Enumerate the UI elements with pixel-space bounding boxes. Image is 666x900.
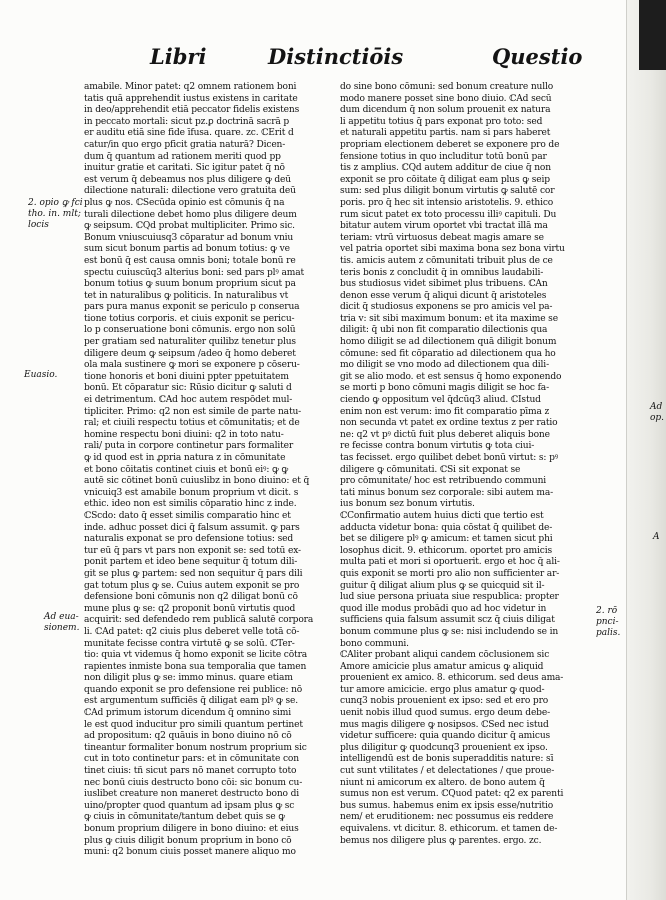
adjacent-page-edge bbox=[626, 0, 666, 900]
right-column-line: tis z amplius. ℂQd autem additur de ciue q̄ non bbox=[340, 163, 551, 174]
right-column-line: guitur q̄ diligat alium plus ꝙ se quicquid sit il- bbox=[340, 580, 545, 591]
left-column-line: dum q̄ quantum ad rationem meriti quod pp bbox=[84, 151, 281, 162]
left-column-line: ola mala sustinere ꝙ mori se exponere p cōseru- bbox=[84, 360, 300, 371]
left-column-line: per gratiam sed naturaliter quilibz tenetur plus bbox=[84, 337, 296, 348]
right-column-line: sufficiens quia falsum assumit scz q̄ ciuis diligat bbox=[340, 615, 555, 626]
left-column-line: ethic. ideo non est similis cōparatio hinc z inde. bbox=[84, 499, 297, 510]
right-column-line: bus studiosus videt sibimet plus tribuens. ℂAn bbox=[340, 279, 548, 290]
left-column-line: rali/ puta in corpore continetur pars formaliter bbox=[84, 441, 294, 452]
right-column-line: multa pati et mori si oportuerit. ergo et hoc q̄ ali- bbox=[340, 557, 560, 568]
right-column-line: niunt ni amicorum ex altero. de bono autem q̄ bbox=[340, 777, 545, 788]
left-column-line: ℂAd primum istorum dicendum q̄ omnino simi bbox=[84, 708, 292, 719]
left-column-line: tipliciter. Primo: q2 non est simile de parte natu- bbox=[84, 406, 302, 417]
left-column-line: iuslibet creature non maneret destructo bono di bbox=[84, 789, 300, 800]
left-column-line: git se plus ꝙ partem: sed non sequitur q̄ pars dili bbox=[84, 568, 303, 579]
right-column-line: bonum commune plus ꝙ se: nisi includendo se in bbox=[340, 626, 559, 637]
right-column-line: se morti p bono cōmuni magis diligit se hoc fa- bbox=[340, 383, 549, 394]
right-column-line: bitatur autem virum oportet vbi tractat illā ma bbox=[340, 221, 548, 232]
left-column-line: li. ℂAd patet: q2 ciuis plus deberet velle totā cō- bbox=[84, 626, 300, 637]
left-column-line: sum sicut bonum partis ad bonum totius: ꝙ ve bbox=[84, 244, 290, 255]
right-column-line: cut sunt vtilitates / et delectationes / que proue- bbox=[340, 766, 555, 777]
left-column-line: autē sic cōtinet bonū cuiuslibz in bono diuino: et q̄ bbox=[84, 476, 310, 487]
left-column-line: acquirit: sed defendedo rem publicā salutē corpora bbox=[84, 615, 314, 626]
right-column-line: fensione totius in quo includitur totū bonū par bbox=[340, 151, 547, 162]
left-column-line: in deo/apprehendit etiā peccator fidelis existens bbox=[84, 105, 300, 116]
left-column-line: plus ꝙ ciuis diligit bonum proprium in bono cō bbox=[84, 835, 292, 846]
right-column-line: intelligendū est de bonis superadditis nature: sī bbox=[340, 754, 554, 765]
page-shadow bbox=[639, 0, 666, 70]
right-column-line: enim non est verum: imo fit comparatio pīma z bbox=[340, 406, 550, 417]
left-column-line: tatis quā apprehendit iustus existens in caritate bbox=[84, 93, 298, 104]
right-column-line: cōmune: sed fit cōparatio ad dilectionem qua ho bbox=[340, 348, 556, 359]
right-column-line: dicit q̄ studiosus exponens se pro amicis vel pa- bbox=[340, 302, 553, 313]
left-column-line: ad propositum: q2 quāuis in bono diuino nō cō bbox=[84, 731, 292, 742]
text-column-right bbox=[340, 82, 592, 847]
right-column-line: do sine bono cōmuni: sed bonum creature nullo bbox=[340, 82, 554, 92]
left-column-line: diligere deum ꝙ seipsum /adeo q̄ homo deberet bbox=[84, 348, 296, 359]
left-column-line: amabile. Minor patet: q2 omnem rationem boni bbox=[84, 82, 297, 92]
left-column-line: uino/propter quod quantum ad ipsam plus ꝙ sc bbox=[84, 800, 295, 811]
right-column-line: li appetitu totius q̄ pars exponat pro toto: sed bbox=[340, 116, 543, 127]
right-column-line: losophus dicit. 9. ethicorum. oportet pro amicis bbox=[340, 545, 552, 556]
left-column-line: naturalis exponat se pro defensione totius: sed bbox=[84, 534, 294, 545]
right-column-line: rum sicut patet ex toto processu illiꝰ capituli. Du bbox=[340, 209, 557, 220]
right-column-line: et naturali appetitu partis. nam si pars haberet bbox=[340, 128, 551, 139]
right-column-line: uenit nobis illud quod sumus. ergo deum debe- bbox=[340, 708, 550, 719]
left-column-line: cut in toto continetur pars: et in cōmunitate con bbox=[84, 754, 299, 765]
left-column-line: bonū. Et cōparatur sic: Rūsio dicitur ꝙ saluti d bbox=[84, 383, 292, 394]
left-column-line: rapientes inmiste bona sua temporalia que tamen bbox=[84, 661, 307, 672]
left-column-line: homine respectu boni diuini: q2 in toto natu- bbox=[84, 429, 284, 440]
left-column-line: ℂScdo: dato q̄ esset similis comparatio hinc et bbox=[84, 510, 291, 521]
left-column-line: est argumentum sufficiēs q̄ diligat eam plꝰ ꝙ se. bbox=[84, 696, 298, 707]
right-column-line: exponit se pro cōitate q̄ diligat eam plus ꝙ seip bbox=[340, 174, 550, 185]
right-column-line: prouenient ex amico. 8. ethicorum. sed deus ama- bbox=[340, 673, 564, 684]
left-column-line: pars pura manus exponit se periculo p conserua bbox=[84, 302, 300, 313]
running-head-center: Distinctiōis bbox=[268, 44, 404, 69]
right-column-line: propriam electionem deberet se exponere pro de bbox=[340, 139, 560, 150]
left-column-line: bonum totius ꝙ suum bonum proprium sicut pa bbox=[84, 279, 296, 290]
right-column-line: modo manere posset sine bono diuio. ℂAd secū bbox=[340, 93, 552, 104]
right-column-line: plus diligitur ꝙ quodcunq3 prouenient ex ipso. bbox=[340, 742, 548, 753]
right-column-line: cunq3 nobis prouenient ex ipso: sed et ero pro bbox=[340, 696, 549, 707]
left-column-line: lo p conseruatione boni cōmunis. ergo non solū bbox=[84, 325, 296, 336]
right-column-line: bemus nos diligere plus ꝙ parentes. ergo. zc. bbox=[340, 835, 542, 846]
left-column-line: non diligit plus ꝙ se: immo minus. quare etiam bbox=[84, 673, 293, 684]
left-column-line: ral; et ciuili respectu totius et cōmunitatis; et de bbox=[84, 418, 300, 429]
right-column-line: teris bonis z concludit q̄ in omnibus laudabili- bbox=[340, 267, 544, 278]
right-column-line: ciendo ꝙ oppositum vel q̄dcūq3 aliud. ℂIstud bbox=[340, 395, 541, 406]
left-column-line: er auditu etiā sine fide īfusa. quare. zc. ℂErit d bbox=[84, 128, 294, 139]
margin-note-ad-euasionem: Ad eua-sionem. bbox=[44, 612, 80, 633]
left-column-line: defensione boni cōmunis non q2 diligat bonū cō bbox=[84, 592, 298, 603]
left-column-line: bonum proprium diligere in bono diuino: et eius bbox=[84, 824, 299, 834]
right-column-line: ℂConfirmatio autem huius dicti que tertio est bbox=[340, 510, 544, 521]
left-column-line: spectu cuiuscūq3 alterius boni: sed pars plꝰ amat bbox=[84, 267, 305, 278]
right-column-line: tria v: sit sibi maximum bonum: et ita maxime se bbox=[340, 313, 558, 324]
right-column-line: tis. amicis autem z cōmunitati tribuit plus de ce bbox=[340, 255, 553, 266]
right-column-line: bono communi. bbox=[340, 638, 409, 649]
right-column-line: tati minus bonum sez corporale: sibi autem ma- bbox=[340, 487, 554, 498]
left-column-line: gat totum plus ꝙ se. Cuius autem exponit se pro bbox=[84, 580, 300, 591]
left-column-line: vnicuiq3 est amabile bonum proprium vt dicit. s bbox=[84, 487, 299, 498]
right-column-line: vel patria oportet sibi maxima bona sez bona virtu bbox=[340, 244, 565, 255]
left-column-line: tione honoris et boni diuini ppter ppetuitatem bbox=[84, 371, 289, 382]
left-column-line: ꝙ id quod est in ꝓpria natura z in cōmunitate bbox=[84, 453, 286, 463]
right-column-line: quis exponit se morti pro alio non sufficienter ar- bbox=[340, 568, 560, 579]
right-column-line: lud siue persona priuata siue respublica: propter bbox=[340, 592, 559, 603]
right-column-line: nem/ et eruditionem: nec possumus eis reddere bbox=[340, 812, 554, 823]
left-column-line: inuitur gratie et caritati. Sic igitur patet q̄ nō bbox=[84, 163, 285, 174]
right-column-line: tas fecisset. ergo quilibet debet bonū virtut: s: pꝰ bbox=[340, 453, 559, 463]
left-column-line: inde. adhuc posset dici q̄ falsum assumit. ꝙ pars bbox=[84, 522, 300, 533]
right-column-line: sumus non est verum. ℂQuod patet: q2 ex parenti bbox=[340, 789, 564, 800]
left-column-line: ei detrimentum. ℂAd hoc autem respōdet mul- bbox=[84, 395, 293, 406]
right-column-line: ne: q2 vt pꝰ dictū fuit plus deberet aliquis bone bbox=[340, 429, 550, 440]
right-column-line: quod ille modus probādi quo ad hoc videtur in bbox=[340, 603, 547, 614]
left-column-line: ꝙ ciuis in cōmunitate/tantum debet quis se ꝙ bbox=[84, 812, 285, 823]
left-column-line: tet in naturalibus ꝙ politicis. In naturalibus vt bbox=[84, 290, 289, 301]
left-column-line: tineantur formaliter bonum nostrum proprium sic bbox=[84, 742, 307, 753]
left-column-line: tinet ciuis: tñ sicut pars nō manet corrupto toto bbox=[84, 766, 297, 777]
left-column-line: Bonum vniuscuiusq3 cōparatur ad bonum vniu bbox=[84, 232, 294, 243]
running-head-left: Libri bbox=[150, 44, 207, 69]
right-column-line: git se alio modo. et est sensus q̄ homo exponendo bbox=[340, 371, 562, 382]
right-column-line: diligit: q̄ ubi non fit comparatio dilectionis qua bbox=[340, 325, 548, 336]
right-column-line: ius bonum sez bonum virtutis. bbox=[340, 499, 475, 510]
right-column-line: sum: sed plus diligit bonum virtutis ꝙ salutē cor bbox=[340, 186, 555, 197]
left-column-line: et bono cōitatis continet ciuis et bonū eiꝰ: ꝙ ꝙ bbox=[84, 464, 289, 475]
right-column-line: diligere ꝙ cōmunitati. ℂSi sit exponat se bbox=[340, 464, 521, 475]
right-column-line: homo diligit se ad dilectionem quā diligit bonum bbox=[340, 337, 557, 348]
margin-note-edge-ad: Ad op. bbox=[650, 402, 665, 423]
right-column-line: denon esse verum q̄ aliqui dicunt q̄ aristoteles bbox=[340, 290, 547, 301]
left-column-line: in peccato mortali: sicut pz.ꝑ doctrinā sacrā p bbox=[84, 116, 290, 127]
right-column-line: pro cōmunitate/ hoc est retribuendo communi bbox=[340, 476, 547, 487]
left-column-line: muni: q2 bonum ciuis posset manere aliquo mo bbox=[84, 847, 296, 858]
left-column-line: tur eū q̄ pars vt pars non exponit se: sed totū ex- bbox=[84, 545, 301, 556]
left-column-line: tio: quia vt videmus q̄ homo exponit se licite cōtra bbox=[84, 650, 308, 661]
left-column-line: dilectione naturali: dilectione vero gratuita deū bbox=[84, 186, 296, 197]
left-column-line: munitate fecisse contra virtutē ꝙ se solū. ℂTer- bbox=[84, 638, 295, 649]
right-column-line: mo diligit se vno modo ad dilectionem qua dili- bbox=[340, 360, 549, 371]
left-column-line: plus ꝙ nos. ℂSecūda opinio est cōmunis q̄ na bbox=[84, 197, 285, 208]
right-column-line: Amore amicicie plus amatur amicus ꝙ aliquid bbox=[340, 661, 544, 672]
right-column-line: non secunda vt patet ex ordine textus z per ratio bbox=[340, 418, 558, 429]
left-column-line: le est quod inducitur pro simili quantum pertinet bbox=[84, 719, 303, 730]
margin-note-ratio-principalis: 2. rō pnci-palis. bbox=[596, 606, 621, 638]
right-column-line: bet se diligere plꝰ ꝙ amicum: et tamen sicut phi bbox=[340, 534, 553, 545]
right-column-line: poris. pro q̄ hec sit intensio aristotelis. 9. ethico bbox=[340, 197, 554, 208]
left-column-line: est verum q̄ debeamus nos plus diligere ꝙ deū bbox=[84, 174, 291, 185]
left-column-line: nec bonū ciuis destructo bono cōi: sic bonum cu- bbox=[84, 777, 303, 788]
right-column-line: re fecisse contra bonum virtutis ꝙ tota ciui- bbox=[340, 441, 535, 452]
left-column-line: est bonū q̄ est causa omnis boni; totale bonū re bbox=[84, 255, 296, 266]
left-column-line: ponit partem et ideo bene sequitur q̄ totum dili- bbox=[84, 557, 298, 568]
left-column-line: turali dilectione debet homo plus diligere deum bbox=[84, 209, 297, 220]
left-column-line: ꝙ seipsum. ℂQd probat multipliciter. Primo sic. bbox=[84, 221, 295, 232]
right-column-line: equivalens. vt dicitur. 8. ethicorum. et tamen de- bbox=[340, 824, 558, 834]
margin-note-opinio: 2. opio ꝙ fci tho. in. mlt; locis bbox=[28, 198, 83, 230]
running-head-right: Questio bbox=[492, 44, 583, 69]
left-column-line: tione totius corporis. et ciuis exponit se pericu- bbox=[84, 313, 295, 324]
right-column-line: ℂAliter probant aliqui candem cōclusionem sic bbox=[340, 650, 550, 661]
text-column-left bbox=[84, 82, 336, 859]
right-column-line: videtur sufficere: quia quando dicitur q̄ amicus bbox=[340, 731, 551, 742]
right-column-line: bus sumus. habemus enim ex ipsis esse/nutritio bbox=[340, 800, 554, 811]
left-column-line: catur/in quo ergo pficit gratia naturā? Dicen- bbox=[84, 139, 286, 150]
right-column-line: adducta videtur bona: quia cōstat q̄ quilibet de- bbox=[340, 522, 553, 533]
margin-note-edge-a: A bbox=[653, 532, 660, 542]
margin-note-euasio: Euasio. bbox=[24, 370, 58, 380]
right-column-line: dum dicendum q̄ non solum prouenit ex natura bbox=[340, 105, 551, 116]
left-column-line: mune plus ꝙ se: q2 proponit bonū virtutis quod bbox=[84, 603, 296, 614]
right-column-line: mus magis diligere ꝙ nosipsos. ℂSed nec istud bbox=[340, 719, 549, 730]
right-column-line: tur amore amicicie. ergo plus amatur ꝙ quod- bbox=[340, 684, 545, 695]
right-column-line: teriam: vtrū virtuosus debeat magis amare se bbox=[340, 232, 544, 243]
left-column-line: quando exponit se pro defensione rei publice: nō bbox=[84, 684, 303, 695]
